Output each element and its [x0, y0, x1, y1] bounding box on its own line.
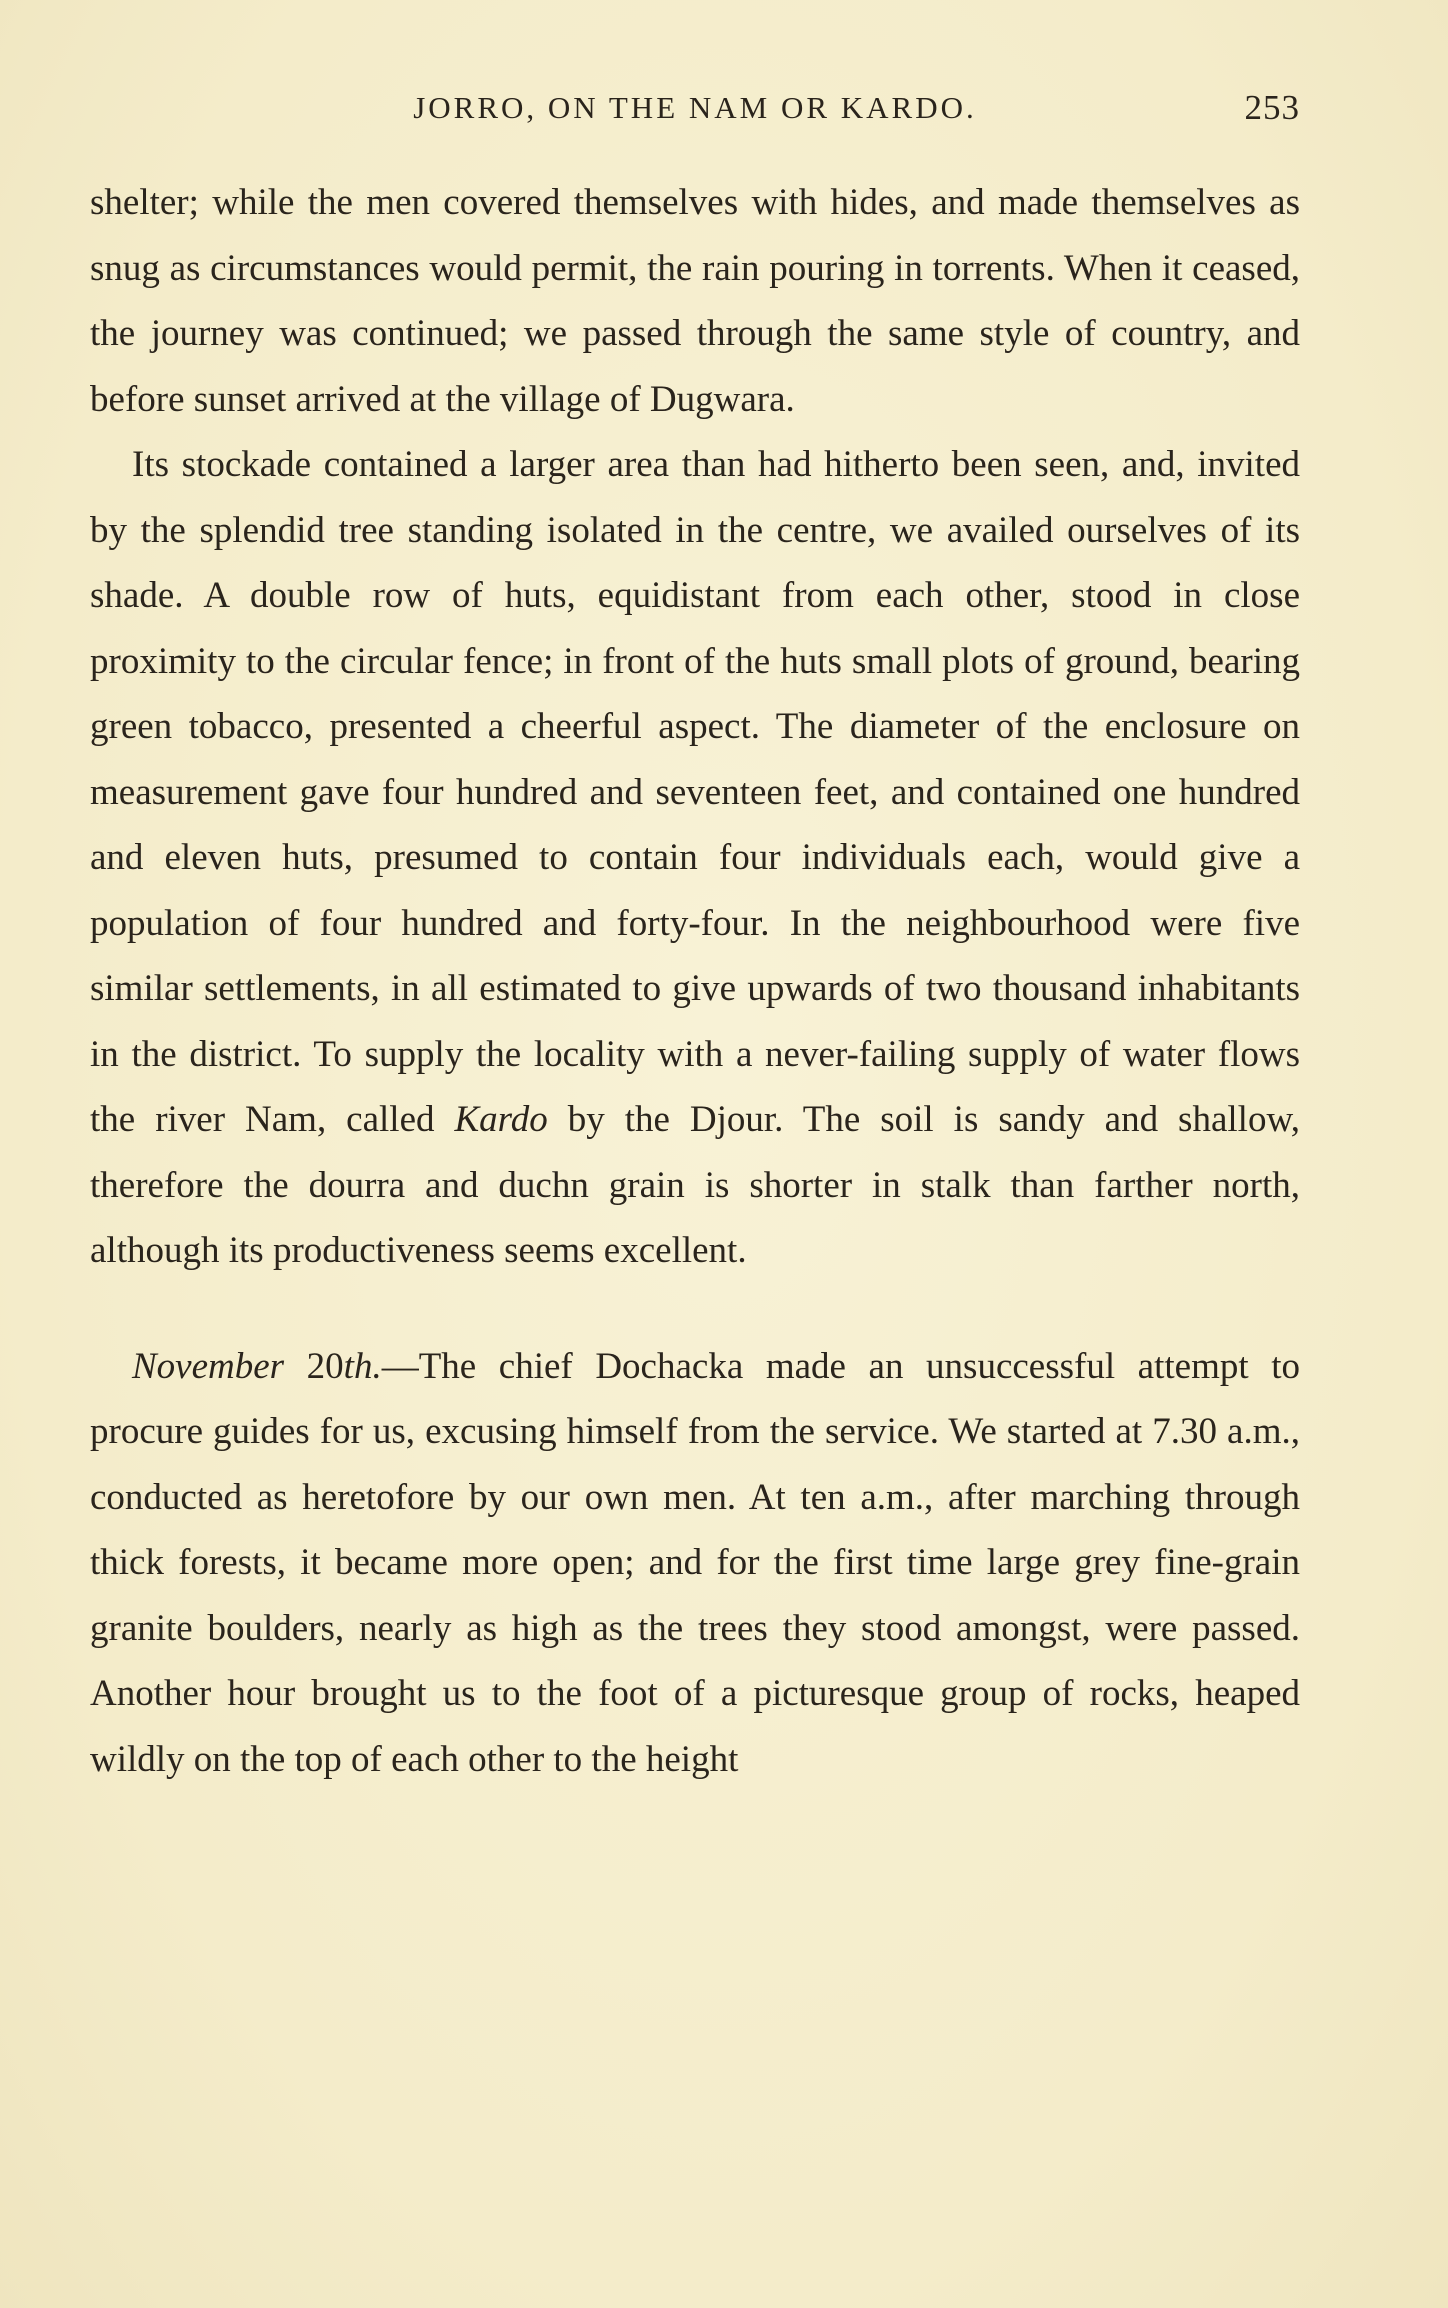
paragraph-stockade [90, 432, 1300, 1284]
date-suffix: th. [343, 1345, 382, 1387]
running-header [90, 88, 1300, 128]
paragraph-november-20 [90, 1334, 1300, 1793]
paragraph-november-text: —The chief Dochacka made an unsuccessful attempt to procure guides for us, excusing himself from the service. We started at 7.30 a.m., conducted as heretofore by our own men. At ten a.m., after marching through thick forests, it became more open; and for the first time large grey fine-grain granite boulders, nearly as high as the trees they stood amongst, were passed. Another hour brought us to the foot of a picturesque group of rocks, heaped wildly on the top of each other to the height [90, 1345, 1301, 1780]
running-title: JORRO, ON THE NAM OR KARDO. [413, 90, 977, 125]
paragraph-stockade-text-2: by the Djour. The soil is sandy and shallow, therefore the dourra and duchn grain is shorter in stalk than farther north, although its productiveness seems excellent. [90, 1099, 1301, 1271]
paragraph-shelter: shelter; while the men covered themselves with hides, and made themselves as snug as circumstances would permit, the rain pouring in torrents. When it ceased, the journey was continued; we passed through the same style of country, and before sunset arrived at the village of Dugwara. [90, 182, 1300, 420]
paragraph-stockade-text-1: Its stockade contained a larger area than had hitherto been seen, and, invited by the splendid tree standing isolated in the centre, we availed ourselves of its shade. A double row of huts, equidistant from each other, stood in close proximity to the circular fence; in front of the huts small plots of ground, bearing green tobacco, presented a cheerful aspect. The diameter of the enclosure on measurement gave four hundred and seventeen feet, and contained one hundred and eleven huts, presumed to contain four individuals each, would give a population of four hundred and forty-four. In the neighbourhood were five similar settlements, in all estimated to give upwards of two thousand inhabitants in the district. To supply the locality with a never-failing supply of water flows the river Nam, called [90, 444, 1300, 1140]
page-number: 253 [1244, 88, 1300, 127]
date-month: November [132, 1345, 285, 1387]
date-day: 20 [284, 1345, 344, 1387]
kardo-italic: Kardo [454, 1099, 548, 1140]
body-text [90, 170, 1300, 1792]
